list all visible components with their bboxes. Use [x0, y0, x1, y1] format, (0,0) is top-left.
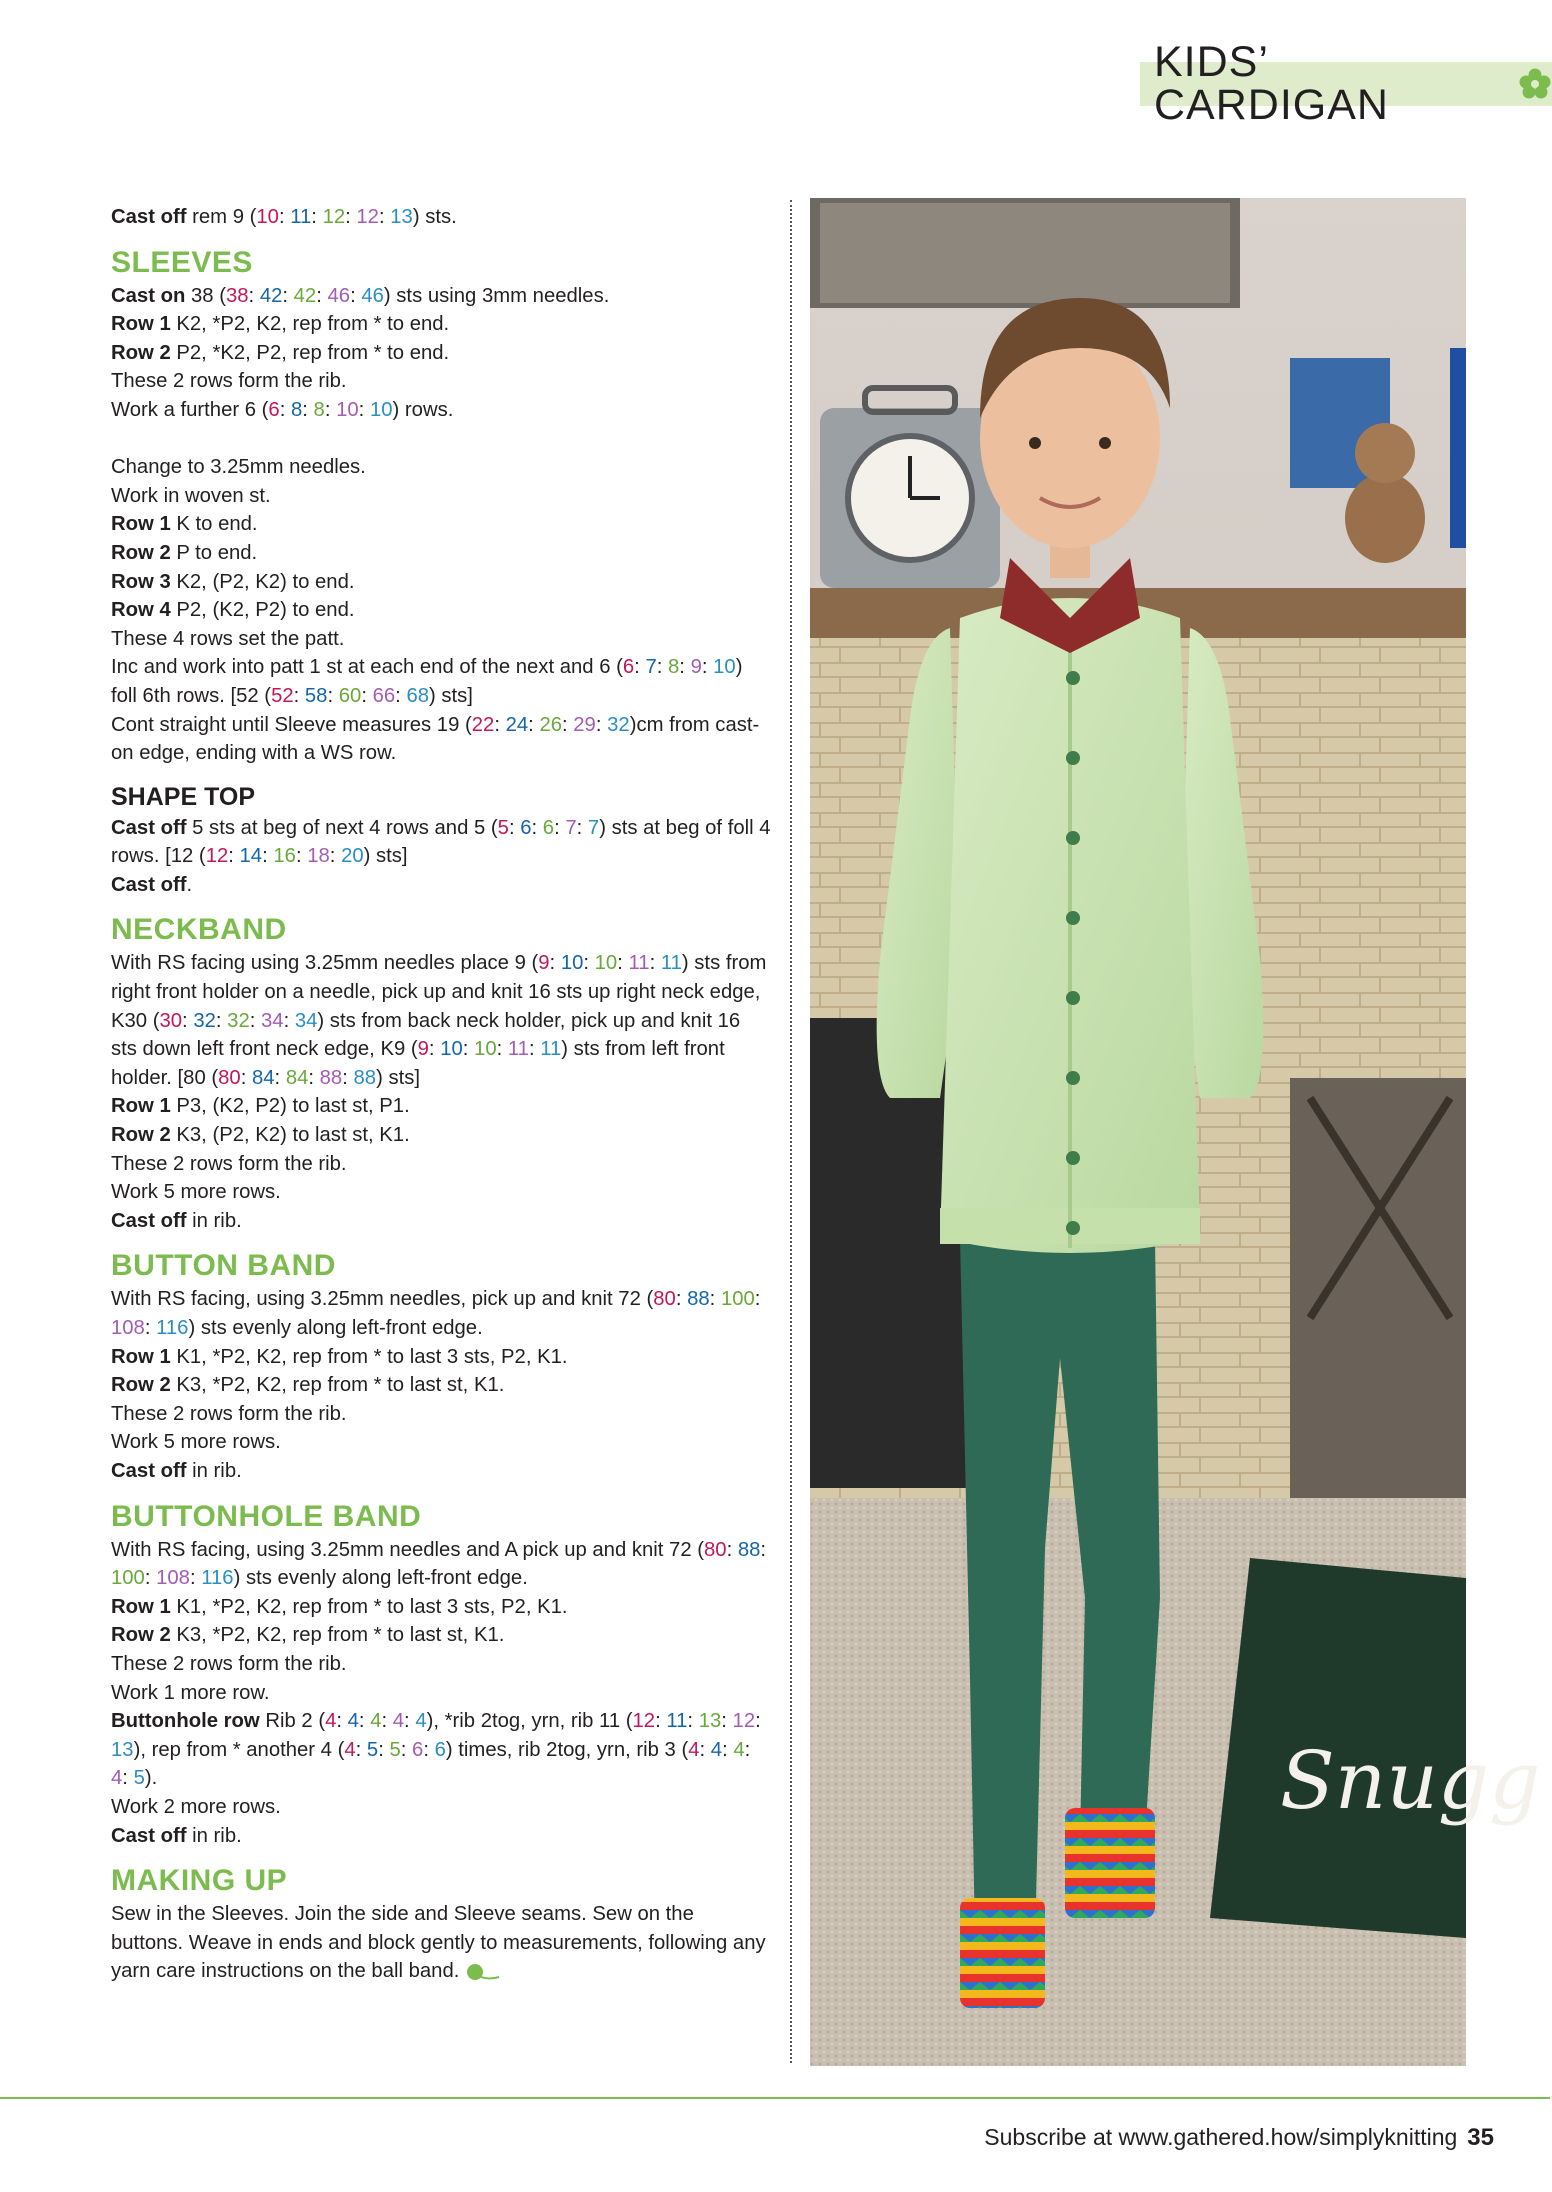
- neckband-cast-off: Cast off in rib.: [111, 1209, 242, 1232]
- sleeves-further: Work a further 6 (6: 8: 8: 10: 10) rows.: [111, 398, 454, 421]
- pattern-column: [111, 203, 771, 1986]
- woven-row-3: Row 3 K2, (P2, K2) to end.: [111, 570, 355, 593]
- sleeves-rib: These 2 rows form the rib.: [111, 370, 347, 393]
- shape-top-heading: SHAPE TOP: [111, 782, 256, 811]
- section-tag: [1140, 38, 1552, 129]
- buttonhole-band-cast-off: Cast off in rib.: [111, 1824, 242, 1847]
- buttonhole-band-heading: BUTTONHOLE BAND: [111, 1499, 422, 1533]
- shape-top-final: Cast off.: [111, 873, 193, 896]
- button-band-body: With RS facing, using 3.25mm needles, pick up and knit 72 (80: 88: 100: 108: 116) sts evenly along left-front edge.: [111, 1288, 761, 1339]
- sleeves-row-1: Row 1 K2, *P2, K2, rep from * to end.: [111, 313, 450, 336]
- neckband-more: Work 5 more rows.: [111, 1181, 281, 1204]
- yarn-ball-icon: [465, 1962, 501, 1982]
- shape-top-cast-off: Cast off 5 sts at beg of next 4 rows and 5 (5: 6: 6: 7: 7) sts at beg of foll 4 rows. [12 (12: 14: 16: 18: 20) sts]: [111, 816, 771, 868]
- buttonhole-band-rib: These 2 rows form the rib.: [111, 1652, 347, 1675]
- sleeves-set: These 4 rows set the patt.: [111, 627, 345, 650]
- button-band-cast-off: Cast off in rib.: [111, 1459, 242, 1482]
- section-title: KIDS’ CARDIGAN: [1154, 38, 1389, 129]
- neckband-row-2: Row 2 K3, (P2, K2) to last st, K1.: [111, 1124, 410, 1147]
- sleeves-woven: Work in woven st.: [111, 484, 271, 507]
- sleeves-heading: SLEEVES: [111, 245, 253, 279]
- woven-row-2: Row 2 P to end.: [111, 541, 258, 564]
- neckband-row-1: Row 1 P3, (K2, P2) to last st, P1.: [111, 1095, 410, 1118]
- neckband-rib: These 2 rows form the rib.: [111, 1152, 347, 1175]
- woven-row-4: Row 4 P2, (K2, P2) to end.: [111, 599, 355, 622]
- page-footer: [984, 2124, 1494, 2152]
- sleeves-cast-on: Cast on 38 (38: 42: 42: 46: 46) sts using 3mm needles.: [111, 284, 610, 307]
- cushion-text: Snugg: [1280, 1734, 1541, 1827]
- woven-row-1: Row 1 K to end.: [111, 513, 258, 536]
- making-up-body: Sew in the Sleeves. Join the side and Sleeve seams. Sew on the buttons. Weave in ends and block gently to measurements, following any yarn care instructions on the ball band.: [111, 1903, 766, 1983]
- sleeves-cont: Cont straight until Sleeve measures 19 (22: 24: 26: 29: 32)cm from cast-on edge, ending with a WS row.: [111, 713, 760, 765]
- intro-line: Cast off rem 9 (10: 11: 12: 12: 13) sts.: [111, 206, 457, 228]
- buttonhole-band-row-1: Row 1 K1, *P2, K2, rep from * to last 3 sts, P2, K1.: [111, 1595, 568, 1618]
- button-band-row-2: Row 2 K3, *P2, K2, rep from * to last st, K1.: [111, 1374, 505, 1397]
- neckband-body: With RS facing using 3.25mm needles place 9 (9: 10: 10: 11: 11) sts from right front holder on a needle, pick up and knit 16 sts up right neck edge, K30 (30: 32: 32: 34: 34) sts from back neck holder, pick up and knit 16 sts down left front neck edge, K9 (9: 10: 10: 11: 11) sts from left front holder. [80 (80: 84: 84: 88: 88) sts]: [111, 952, 767, 1089]
- neckband-heading: NECKBAND: [111, 913, 287, 947]
- button-band-heading: BUTTON BAND: [111, 1249, 336, 1283]
- buttonhole-band-body: With RS facing, using 3.25mm needles and A pick up and knit 72 (80: 88: 100: 108: 116) sts evenly along left-front edge.: [111, 1538, 767, 1590]
- buttonhole-band-row-2: Row 2 K3, *P2, K2, rep from * to last st, K1.: [111, 1624, 505, 1647]
- flower-icon: [1518, 67, 1552, 101]
- buttonhole-row: Buttonhole row Rib 2 (4: 4: 4: 4: 4), *rib 2tog, yrn, rib 11 (12: 11: 13: 12: 13), rep from * another 4 (4: 5: 5: 6: 6) times, rib 2tog, yrn, rib 3 (4: 4: 4: 4: 5).: [111, 1710, 761, 1790]
- page-number: 35: [1467, 2124, 1494, 2151]
- button-band-more: Work 5 more rows.: [111, 1431, 281, 1454]
- sleeves-change: Change to 3.25mm needles.: [111, 456, 366, 479]
- subscribe-link[interactable]: Subscribe at www.gathered.how/simplyknitting: [984, 2124, 1458, 2150]
- sleeves-row-2: Row 2 P2, *K2, P2, rep from * to end.: [111, 341, 450, 364]
- model-photo: [810, 198, 1541, 2066]
- making-up-heading: MAKING UP: [111, 1864, 288, 1898]
- column-divider: [790, 200, 792, 2063]
- buttonhole-band-more: Work 1 more row.: [111, 1681, 270, 1704]
- sleeves-inc: Inc and work into patt 1 st at each end of the next and 6 (6: 7: 8: 9: 10) foll 6th rows. [52 (52: 58: 60: 66: 68) sts]: [111, 656, 743, 707]
- footer-rule: [0, 2097, 1550, 2099]
- buttonhole-band-more2: Work 2 more rows.: [111, 1795, 281, 1818]
- button-band-rib: These 2 rows form the rib.: [111, 1402, 347, 1425]
- button-band-row-1: Row 1 K1, *P2, K2, rep from * to last 3 sts, P2, K1.: [111, 1345, 568, 1368]
